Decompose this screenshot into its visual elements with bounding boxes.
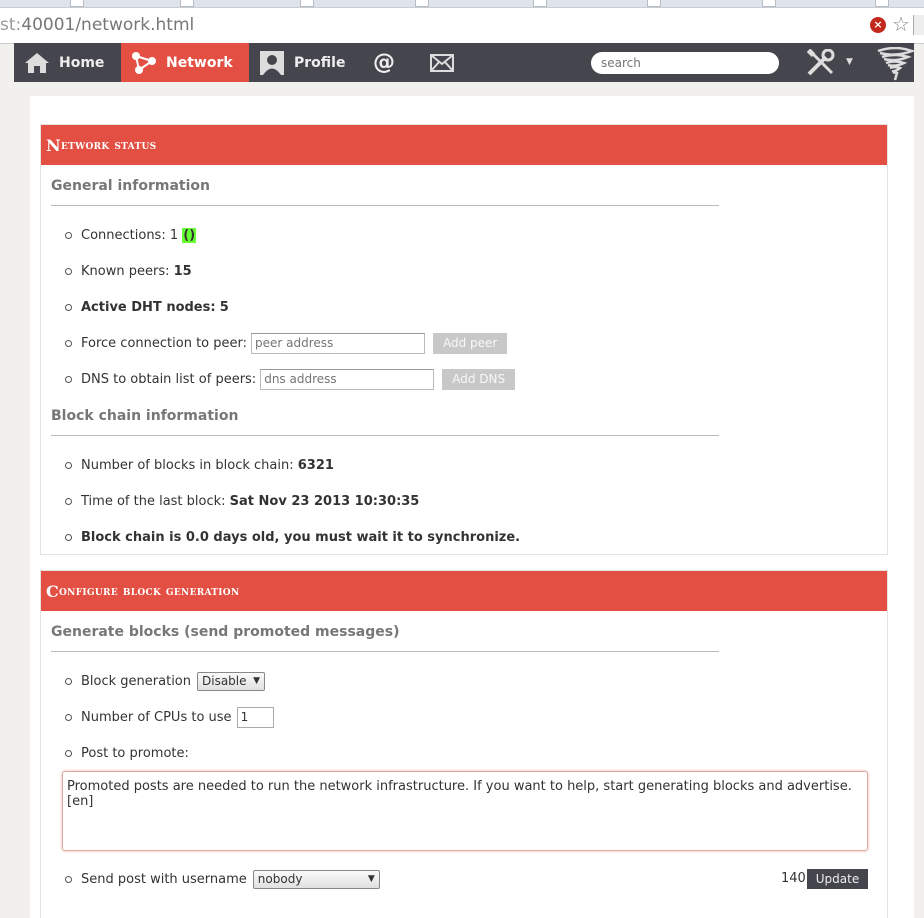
known-peers-value: 15 (173, 263, 192, 279)
chevron-down-icon: ▼ (253, 676, 260, 686)
nav-home-label: Home (59, 54, 105, 71)
force-connection-label: Force connection to peer: (81, 335, 247, 351)
list-item (81, 332, 507, 354)
section-title: General information (51, 178, 210, 194)
address-bar[interactable] (0, 8, 924, 44)
connections-badge: () (183, 227, 196, 243)
chevron-down-icon[interactable]: ▼ (846, 57, 853, 67)
nav-profile-label: Profile (294, 54, 346, 71)
home-icon (24, 52, 50, 74)
dns-label: DNS to obtain list of peers: (81, 371, 257, 387)
block-generation-select[interactable] (197, 672, 265, 691)
network-icon (131, 51, 157, 75)
browser-tab-strip (0, 0, 924, 8)
bookmark-star-icon[interactable]: ☆ (892, 12, 910, 36)
browser-tab[interactable] (70, 0, 84, 7)
panel-title-rest: etwork status (60, 137, 157, 153)
list-item (81, 226, 196, 244)
browser-tab[interactable] (533, 0, 547, 7)
add-dns-button[interactable]: Add DNS (442, 369, 515, 390)
list-item (81, 744, 189, 762)
divider (51, 205, 719, 206)
last-block-label: Time of the last block: (81, 493, 226, 509)
panel-title (41, 571, 887, 611)
dht-value: 5 (219, 299, 229, 315)
nav-profile[interactable] (249, 43, 359, 82)
username-value: nobody (257, 872, 303, 886)
browser-tab[interactable] (180, 0, 194, 7)
settings-tools-icon[interactable] (806, 49, 836, 81)
divider (51, 651, 719, 652)
list-item (81, 492, 419, 510)
browser-tab[interactable] (875, 0, 889, 7)
browser-tab[interactable] (647, 0, 661, 7)
stop-icon[interactable]: × (870, 17, 886, 33)
char-counter: 140 (781, 871, 806, 886)
browser-tab[interactable] (415, 0, 429, 7)
sync-message: Block chain is 0.0 days old, you must wait it to synchronize. (81, 529, 521, 545)
dht-label: Active DHT nodes: (81, 299, 216, 315)
panel-title-initial: N (46, 135, 61, 155)
list-item (81, 528, 520, 546)
nav-home[interactable] (14, 43, 121, 82)
list-item (81, 671, 265, 691)
list-item (81, 368, 515, 390)
cpus-input[interactable]: 1 (237, 707, 274, 728)
known-peers-label: Known peers: (81, 263, 170, 279)
peer-address-input[interactable] (251, 333, 425, 354)
username-select[interactable] (253, 870, 380, 889)
blocks-label: Number of blocks in block chain: (81, 457, 294, 473)
section-title: Block chain information (51, 408, 239, 424)
section-title: Generate blocks (send promoted messages) (51, 624, 400, 640)
envelope-icon (430, 54, 454, 72)
panel-title-rest: onfigure block generation (59, 583, 240, 599)
add-peer-button[interactable]: Add peer (433, 333, 507, 354)
promote-label: Post to promote: (81, 745, 189, 761)
update-button[interactable]: Update (807, 869, 868, 889)
divider (51, 435, 719, 436)
last-block-value: Sat Nov 23 2013 10:30:35 (229, 493, 420, 509)
tornado-logo-icon[interactable] (876, 47, 914, 85)
block-generation-panel (40, 570, 888, 918)
at-icon: @ (373, 50, 395, 75)
top-nav (14, 43, 914, 82)
network-status-panel (40, 124, 888, 555)
block-generation-value: Disable (202, 674, 247, 688)
promote-post-textarea[interactable]: Promoted posts are needed to run the network infrastructure. If you want to help, start generating blocks and advertise. [en] (62, 771, 868, 851)
list-item (81, 706, 274, 728)
nav-mentions[interactable] (359, 43, 409, 82)
list-item (81, 298, 229, 316)
url-text[interactable] (0, 15, 194, 35)
profile-icon (259, 50, 285, 76)
cpus-label: Number of CPUs to use (81, 709, 232, 725)
dns-address-input[interactable] (260, 369, 434, 390)
list-item (81, 262, 192, 280)
block-generation-label: Block generation (81, 673, 191, 689)
list-item (81, 456, 334, 474)
browser-tab[interactable] (300, 0, 314, 7)
nav-network-label: Network (166, 54, 233, 71)
connections-label: Connections: 1 (81, 227, 179, 243)
nav-network[interactable] (121, 43, 249, 82)
search-input[interactable] (591, 52, 779, 74)
nav-messages[interactable] (419, 43, 464, 82)
blocks-value: 6321 (297, 457, 334, 473)
panel-title (41, 125, 887, 165)
browser-menu-button[interactable] (913, 15, 924, 35)
url-prefix: st: (0, 15, 22, 35)
url-path: 40001/network.html (21, 15, 195, 35)
panel-title-initial: C (46, 581, 60, 601)
chevron-down-icon: ▼ (367, 874, 375, 884)
send-username-label: Send post with username (81, 871, 247, 887)
browser-tab[interactable] (762, 0, 776, 7)
list-item (81, 869, 380, 889)
